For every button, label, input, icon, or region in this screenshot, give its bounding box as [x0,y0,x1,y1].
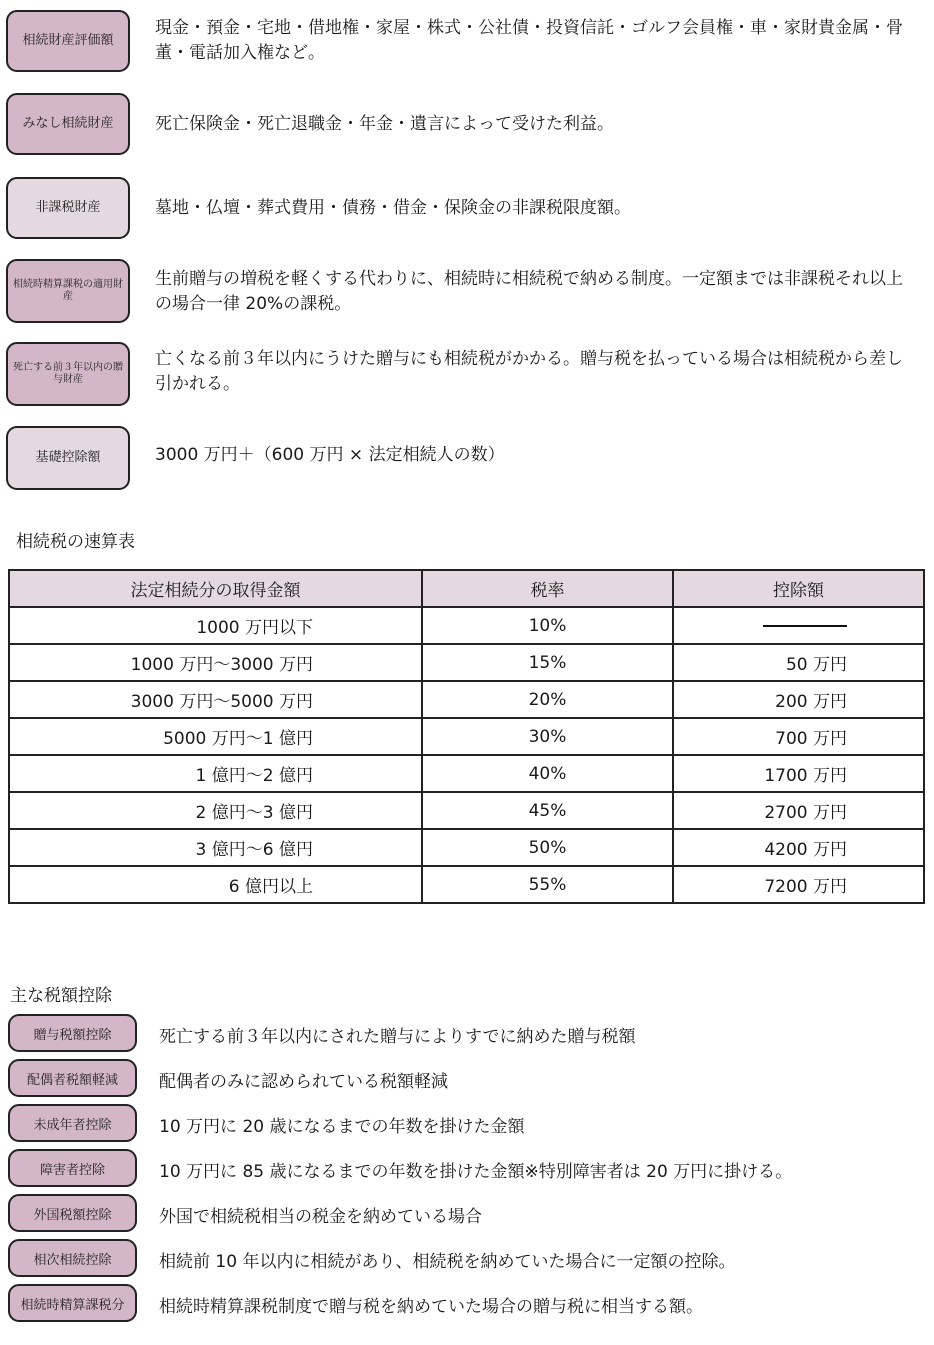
header-amount: 法定相続分の取得金額 [9,570,422,607]
label-text: 相続財産評価額 [22,33,114,49]
credit-description: 相続前 10 年以内に相続があり、相続税を納めていた場合に一定額の控除。 [159,1252,736,1272]
deduction-cell: 4200 万円 [673,829,924,866]
credit-row-foreign [8,1194,908,1234]
rate-cell: 10% [422,607,673,644]
deduction-cell: 7200 万円 [673,866,924,903]
credit-label-pill [8,1239,137,1277]
amount-cell: 3 億円～6 億円 [9,829,422,866]
amount-cell: 6 億円以上 [9,866,422,903]
label-text: 死亡する前３年以内の贈与財産 [13,361,123,385]
deduction-cell: 200 万円 [673,681,924,718]
credit-label: 外国税額控除 [33,1207,112,1223]
amount-cell: 5000 万円～1 億円 [9,718,422,755]
label-pill [6,177,130,239]
label-text: みなし相続財産 [22,116,114,132]
label-pill [6,342,130,406]
label-pill [6,259,130,323]
credit-description: 10 万円に 85 歳になるまでの年数を掛けた金額※特別障害者は 20 万円に掛ける。 [159,1162,793,1182]
credit-label-pill [8,1149,137,1187]
description: 亡くなる前３年以内にうけた贈与にも相続税がかかる。贈与税を払っている場合は相続税から差し引かれる。 [155,349,903,394]
rate-cell: 50% [422,829,673,866]
credit-row-successive [8,1239,908,1279]
credit-label: 未成年者控除 [33,1117,112,1133]
credit-label: 贈与税額控除 [33,1027,112,1043]
table-row [9,644,924,681]
credit-label-pill [8,1194,137,1232]
credit-description: 10 万円に 20 歳になるまでの年数を掛けた金額 [159,1117,525,1137]
table-row [9,755,924,792]
description: 死亡保険金・死亡退職金・年金・遺言によって受けた利益。 [155,114,614,134]
label-text: 基礎控除額 [35,450,101,466]
table-row [9,829,924,866]
credit-label: 相次相続控除 [33,1252,112,1268]
amount-cell: 2 億円～3 億円 [9,792,422,829]
rate-table-title: 相続税の速算表 [16,532,135,552]
credit-description: 外国で相続税相当の税金を納めている場合 [159,1207,482,1227]
amount-cell: 1 億円～2 億円 [9,755,422,792]
table-row [9,681,924,718]
amount-cell: 1000 万円以下 [9,607,422,644]
rate-cell: 40% [422,755,673,792]
label-pill [6,93,130,155]
label-text: 非課税財産 [35,200,101,216]
credit-description: 相続時精算課税制度で贈与税を納めていた場合の贈与税に相当する額。 [159,1297,703,1317]
amount-cell: 1000 万円～3000 万円 [9,644,422,681]
credit-row-minor [8,1104,908,1144]
credit-description: 配偶者のみに認められている税額軽減 [159,1072,448,1092]
table-row [9,607,924,644]
credit-description: 死亡する前３年以内にされた贈与によりすでに納めた贈与税額 [159,1027,636,1047]
deduction-cell: 1700 万円 [673,755,924,792]
rate-cell: 30% [422,718,673,755]
label-pill [6,10,130,72]
rate-cell: 20% [422,681,673,718]
description: 現金・預金・宅地・借地権・家屋・株式・公社債・投資信託・ゴルフ会員権・車・家財貴金属・骨董・電話加入権など。 [155,18,903,63]
deduction-cell: 50 万円 [673,644,924,681]
credit-label-pill [8,1104,137,1142]
credit-label: 相続時精算課税分 [20,1297,125,1313]
table-row [9,792,924,829]
deduction-cell: 2700 万円 [673,792,924,829]
description: 生前贈与の増税を軽くする代わりに、相続時に相続税で納める制度。一定額までは非課税それ以上の場合一律 20%の課税。 [155,269,903,314]
table-row [9,866,924,903]
deduction-cell [673,607,924,644]
header-rate: 税率 [422,570,673,607]
label-text: 相続時精算課税の適用財産 [13,278,123,302]
none-dash [763,625,847,627]
description: 墓地・仏壇・葬式費用・債務・借金・保険金の非課税限度額。 [155,198,631,218]
label-pill [6,426,130,490]
description: 3000 万円＋（600 万円 × 法定相続人の数） [155,445,505,465]
header-deduction: 控除額 [673,570,924,607]
credit-label-pill [8,1014,137,1052]
credit-row-spouse [8,1059,908,1099]
credit-label: 障害者控除 [39,1162,105,1178]
rate-table-header [9,570,924,607]
rate-cell: 55% [422,866,673,903]
credit-row-disabled [8,1149,908,1189]
rate-cell: 45% [422,792,673,829]
credit-row-gift [8,1014,908,1054]
rate-cell: 15% [422,644,673,681]
amount-cell: 3000 万円～5000 万円 [9,681,422,718]
credit-label-pill [8,1284,137,1322]
rate-table [8,569,925,904]
table-row [9,718,924,755]
credit-row-settlement [8,1284,908,1324]
deduction-cell: 700 万円 [673,718,924,755]
credit-label-pill [8,1059,137,1097]
credit-label: 配偶者税額軽減 [26,1072,118,1088]
credits-title: 主な税額控除 [10,986,112,1006]
